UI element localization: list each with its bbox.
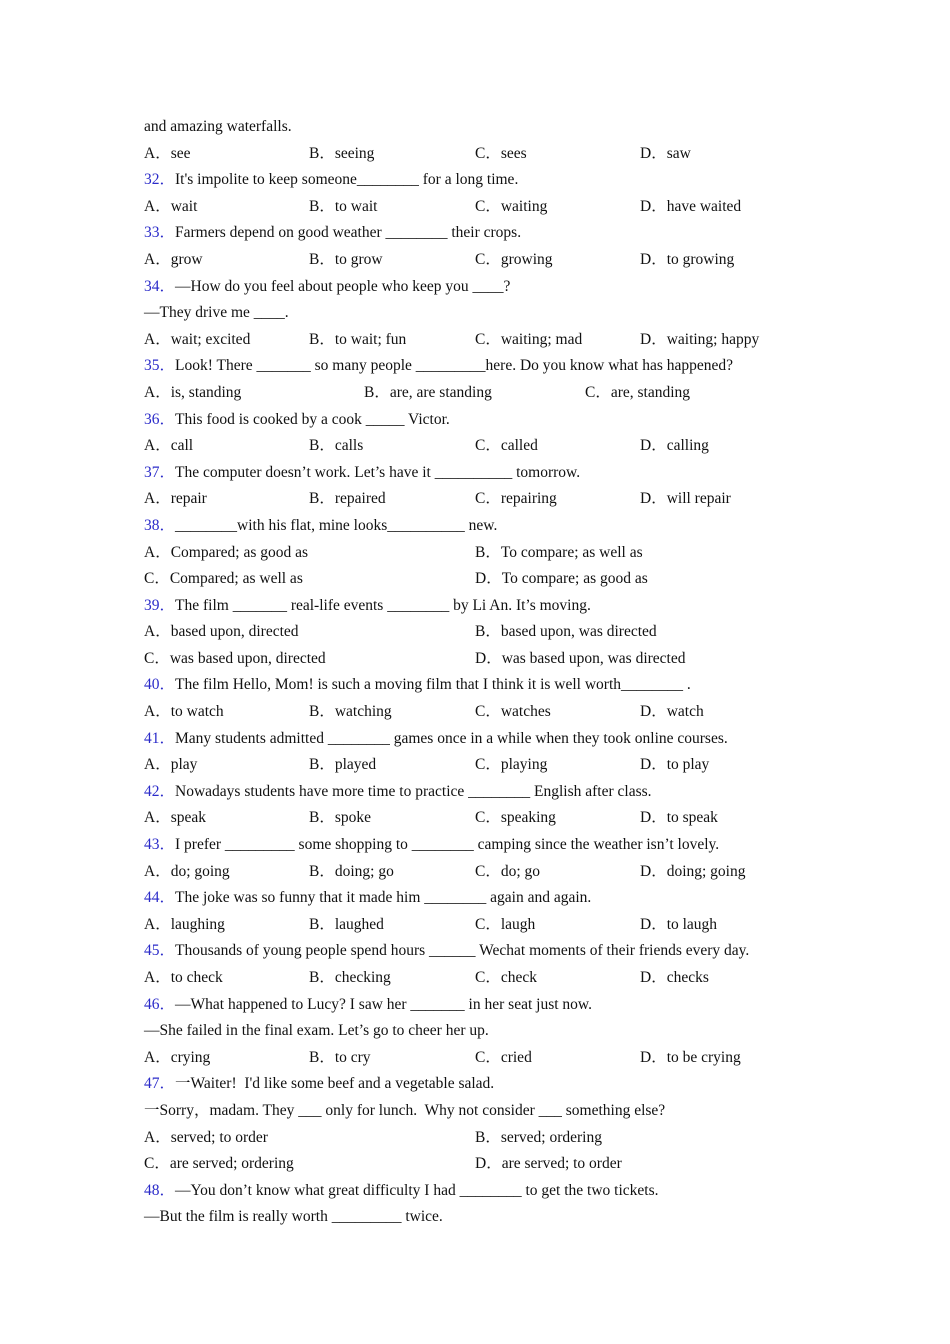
question-41-options xyxy=(144,752,824,779)
option-b[interactable]: B．to wait xyxy=(309,197,378,215)
option-b[interactable]: B．laughed xyxy=(309,915,384,933)
option-d[interactable]: D．waiting; happy xyxy=(640,330,760,348)
question-37-options xyxy=(144,486,824,513)
question-47-stem xyxy=(144,1071,824,1098)
option-c[interactable]: C．are, standing xyxy=(585,383,691,401)
question-number: 44． xyxy=(144,889,176,907)
question-number: 36． xyxy=(144,410,176,428)
question-33-stem xyxy=(144,220,824,247)
question-number: 38． xyxy=(144,516,176,534)
option-b[interactable]: B．checking xyxy=(309,969,391,986)
question-40-options xyxy=(144,699,824,726)
question-text: —What happened to Lucy? I saw her _______ in her seat just now. xyxy=(175,995,592,1013)
question-31-continuation: and amazing waterfalls. xyxy=(144,118,292,135)
question-text: Farmers depend on good weather ________ their crops. xyxy=(175,224,522,242)
option-d[interactable]: D．to speak xyxy=(640,809,718,827)
option-b[interactable]: B．watching xyxy=(309,703,392,721)
option-d[interactable]: D．checks xyxy=(640,969,709,986)
option-b[interactable]: B．served; ordering xyxy=(475,1128,602,1146)
question-text: 一Waiter! I'd like some beef and a vegetable salad. xyxy=(175,1075,495,1093)
question-38-stem xyxy=(144,513,824,540)
question-text: Thousands of young people spend hours ______ Wechat moments of their friends every day. xyxy=(175,942,750,960)
question-text: The film Hello, Mom! is such a moving film that I think it is well worth________ . xyxy=(175,676,691,694)
option-a[interactable]: A．crying xyxy=(144,1048,211,1066)
option-a[interactable]: A．see xyxy=(144,144,191,162)
option-c[interactable]: C．speaking xyxy=(475,809,556,827)
question-number: 32． xyxy=(144,171,176,189)
option-a[interactable]: A．laughing xyxy=(144,915,225,933)
option-b[interactable]: B．are, are standing xyxy=(364,383,492,401)
question-45-options xyxy=(144,965,824,992)
question-41-stem xyxy=(144,726,824,753)
question-text: ________with his flat, mine looks__________ new. xyxy=(175,516,498,534)
option-d[interactable]: D．doing; going xyxy=(640,862,746,880)
option-d[interactable]: D．have waited xyxy=(640,197,742,215)
question-text: This food is cooked by a cook _____ Victor. xyxy=(175,410,450,428)
option-c[interactable]: C．are served; ordering xyxy=(144,1155,294,1173)
option-a[interactable]: A．served; to order xyxy=(144,1128,268,1146)
question-34-reply: —They drive me ____. xyxy=(144,304,289,322)
question-48-reply: —But the film is really worth _________ twice. xyxy=(144,1208,443,1226)
question-number: 48． xyxy=(144,1181,176,1199)
question-33-options xyxy=(144,247,824,274)
question-47-options-row-2 xyxy=(144,1151,824,1178)
option-c[interactable]: C．playing xyxy=(475,756,548,774)
question-number: 47． xyxy=(144,1075,176,1093)
question-39-options-row-1 xyxy=(144,619,824,646)
question-text: It's impolite to keep someone________ for a long time. xyxy=(175,171,519,189)
option-d[interactable]: D．to be crying xyxy=(640,1048,741,1066)
question-44-options xyxy=(144,912,824,939)
question-47-reply: 一Sorry，madam. They ___ only for lunch. Why not consider ___ something else? xyxy=(144,1101,666,1119)
option-c[interactable]: C．cried xyxy=(475,1048,532,1066)
option-c[interactable]: C．do; go xyxy=(475,862,541,880)
option-d[interactable]: D．will repair xyxy=(640,490,731,508)
question-39-stem xyxy=(144,593,824,620)
question-number: 45． xyxy=(144,942,176,960)
question-number: 41． xyxy=(144,729,176,747)
option-b[interactable]: B．to wait; fun xyxy=(309,330,407,348)
option-b[interactable]: B．calls xyxy=(309,437,364,455)
option-c[interactable]: C．sees xyxy=(475,144,527,162)
option-a[interactable]: A．call xyxy=(144,437,194,455)
option-c[interactable]: C．laugh xyxy=(475,915,536,933)
question-48-stem xyxy=(144,1178,824,1205)
question-46-options xyxy=(144,1045,824,1072)
question-46-stem xyxy=(144,992,824,1019)
option-b[interactable]: B．spoke xyxy=(309,809,372,827)
question-34-stem xyxy=(144,274,824,301)
option-b[interactable]: B．to grow xyxy=(309,250,383,268)
option-b[interactable]: B．To compare; as well as xyxy=(475,543,643,561)
question-34-options xyxy=(144,327,824,354)
option-d[interactable]: D．calling xyxy=(640,437,709,455)
option-b[interactable]: B．played xyxy=(309,756,377,774)
question-number: 35． xyxy=(144,357,176,375)
question-text: The film _______ real-life events ________ by Li An. It’s moving. xyxy=(175,596,591,614)
option-a[interactable]: A．wait xyxy=(144,197,198,215)
question-text: Look! There _______ so many people _________here. Do you know what has happened? xyxy=(175,357,734,375)
question-43-options xyxy=(144,859,824,886)
option-b[interactable]: B．based upon, was directed xyxy=(475,623,657,641)
question-number: 33． xyxy=(144,224,176,242)
option-c[interactable]: C．was based upon, directed xyxy=(144,649,326,667)
option-a[interactable]: A．repair xyxy=(144,490,207,508)
option-d[interactable]: D．to play xyxy=(640,756,710,774)
question-36-options xyxy=(144,433,824,460)
question-text: Many students admitted ________ games once in a while when they took online courses. xyxy=(175,729,728,747)
option-a[interactable]: A．to watch xyxy=(144,703,224,721)
question-number: 37． xyxy=(144,463,176,481)
option-b[interactable]: B．to cry xyxy=(309,1048,371,1066)
question-47-options-row-1 xyxy=(144,1125,824,1152)
option-a[interactable]: A．to check xyxy=(144,969,223,986)
option-d[interactable]: D．are served; to order xyxy=(475,1155,622,1173)
question-36-stem xyxy=(144,407,824,434)
option-c[interactable]: C．waiting; mad xyxy=(475,330,583,348)
question-35-stem xyxy=(144,353,824,380)
option-a[interactable]: A．play xyxy=(144,756,198,774)
question-text: Nowadays students have more time to practice ________ English after class. xyxy=(175,782,652,800)
option-a[interactable]: A．speak xyxy=(144,809,206,827)
question-31-options xyxy=(144,141,824,168)
option-c[interactable]: C．repairing xyxy=(475,490,557,508)
option-c[interactable]: C．Compared; as well as xyxy=(144,570,303,588)
option-a[interactable]: A．do; going xyxy=(144,862,230,880)
question-number: 40． xyxy=(144,676,176,694)
option-c[interactable]: C．check xyxy=(475,969,537,986)
option-d[interactable]: D．saw xyxy=(640,144,691,162)
option-d[interactable]: D．to laugh xyxy=(640,915,718,933)
question-38-options-row-2 xyxy=(144,566,824,593)
option-a[interactable]: A．based upon, directed xyxy=(144,623,299,641)
question-text: —How do you feel about people who keep you ____? xyxy=(175,277,511,295)
option-a[interactable]: A．is, standing xyxy=(144,383,242,401)
question-text: The joke was so funny that it made him ________ again and again. xyxy=(175,889,592,907)
option-d[interactable]: D．watch xyxy=(640,703,704,721)
question-44-stem xyxy=(144,885,824,912)
option-a[interactable]: A．wait; excited xyxy=(144,330,251,348)
question-43-stem xyxy=(144,832,824,859)
question-32-stem xyxy=(144,167,824,194)
option-c[interactable]: C．called xyxy=(475,437,538,455)
option-c[interactable]: C．growing xyxy=(475,250,553,268)
question-40-stem xyxy=(144,672,824,699)
option-a[interactable]: A．grow xyxy=(144,250,203,268)
option-b[interactable]: B．repaired xyxy=(309,490,386,508)
question-number: 39． xyxy=(144,596,176,614)
option-a[interactable]: A．Compared; as good as xyxy=(144,543,309,561)
question-37-stem xyxy=(144,460,824,487)
option-d[interactable]: D．To compare; as good as xyxy=(475,570,648,588)
question-text: —You don’t know what great difficulty I had ________ to get the two tickets. xyxy=(175,1181,659,1199)
question-46-reply: —She failed in the final exam. Let’s go to cheer her up. xyxy=(144,1022,489,1040)
option-b[interactable]: B．doing; go xyxy=(309,862,394,880)
question-38-options-row-1 xyxy=(144,540,824,567)
question-32-options xyxy=(144,194,824,221)
question-42-stem xyxy=(144,779,824,806)
question-35-options xyxy=(144,380,824,407)
question-39-options-row-2 xyxy=(144,646,824,673)
option-c[interactable]: C．waiting xyxy=(475,197,548,215)
question-text: The computer doesn’t work. Let’s have it __________ tomorrow. xyxy=(175,463,581,481)
option-b[interactable]: B．seeing xyxy=(309,144,375,162)
question-42-options xyxy=(144,805,824,832)
question-number: 34． xyxy=(144,277,176,295)
question-number: 43． xyxy=(144,836,176,854)
question-45-stem xyxy=(144,938,824,965)
question-number: 42． xyxy=(144,782,176,800)
worksheet-page xyxy=(144,114,824,1231)
question-text: I prefer _________ some shopping to ________ camping since the weather isn’t lovely. xyxy=(175,836,720,854)
question-number: 46． xyxy=(144,995,176,1013)
option-c[interactable]: C．watches xyxy=(475,703,551,721)
option-d[interactable]: D．to growing xyxy=(640,250,735,268)
option-d[interactable]: D．was based upon, was directed xyxy=(475,649,686,667)
